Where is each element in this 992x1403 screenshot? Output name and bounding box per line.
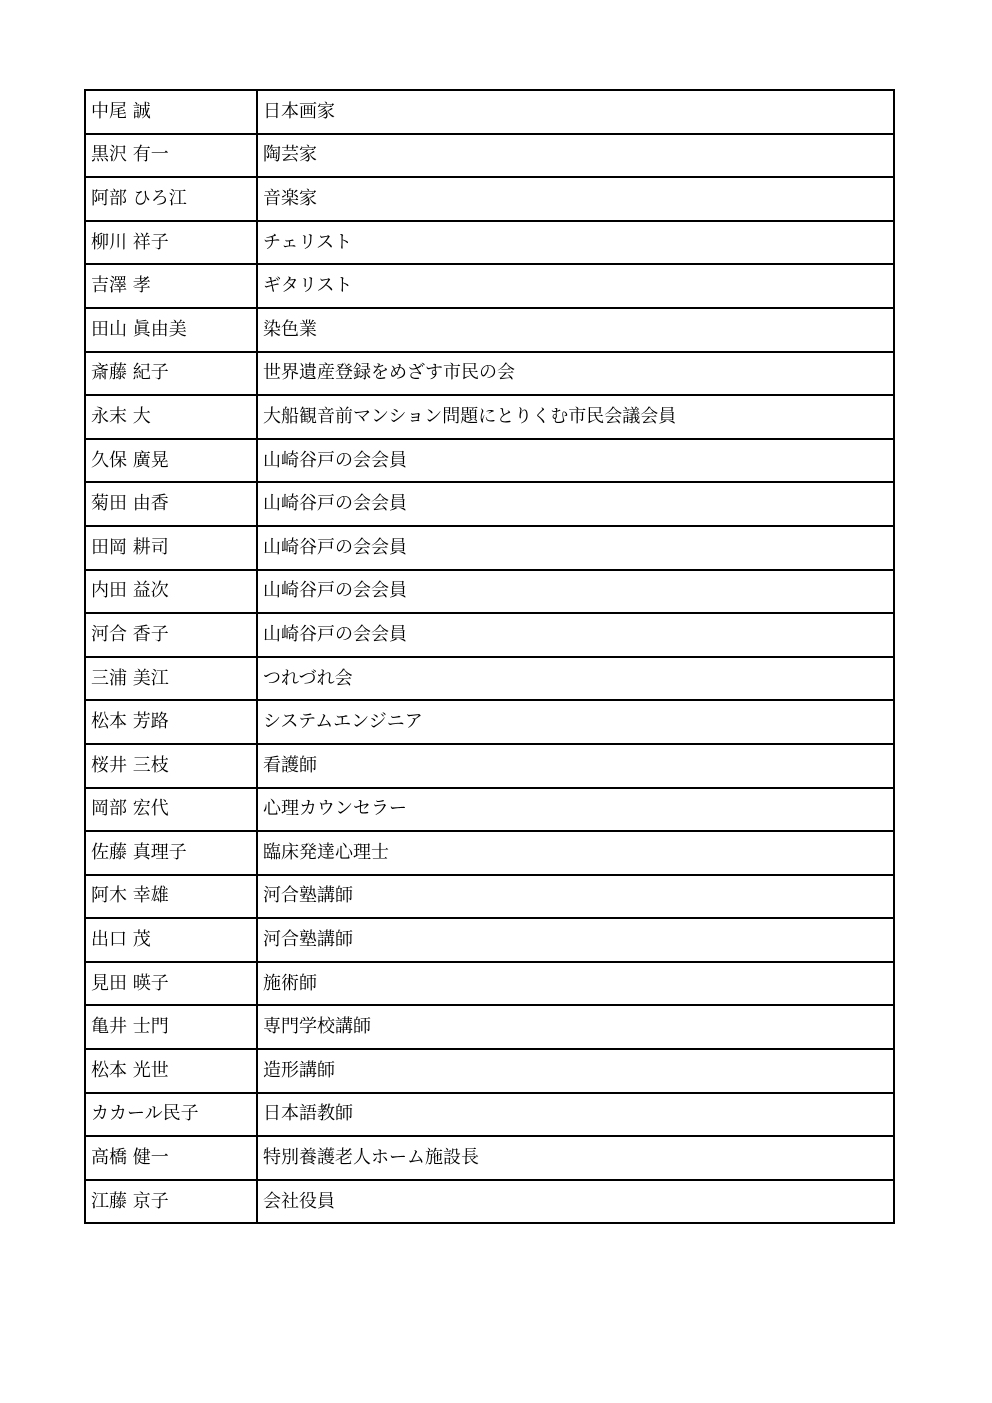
member-name-cell: 田岡 耕司	[85, 526, 257, 570]
member-role-cell: 特別養護老人ホーム施設長	[257, 1136, 894, 1180]
member-name-cell: 阿木 幸雄	[85, 875, 257, 919]
table-row	[85, 1180, 894, 1224]
member-role-cell: 陶芸家	[257, 134, 894, 178]
table-row	[85, 352, 894, 396]
table-row	[85, 700, 894, 744]
member-role-cell: 心理カウンセラー	[257, 788, 894, 832]
member-name-cell: 松本 光世	[85, 1049, 257, 1093]
member-name-cell: 阿部 ひろ江	[85, 177, 257, 221]
table-row	[85, 744, 894, 788]
table-row	[85, 90, 894, 134]
member-name-cell: 吉澤 孝	[85, 264, 257, 308]
member-name-cell: 三浦 美江	[85, 657, 257, 701]
member-role-cell: チェリスト	[257, 221, 894, 265]
table-row	[85, 613, 894, 657]
table-row	[85, 657, 894, 701]
member-role-cell: 会社役員	[257, 1180, 894, 1224]
member-role-cell: 臨床発達心理士	[257, 831, 894, 875]
member-role-cell: 造形講師	[257, 1049, 894, 1093]
member-role-cell: 音楽家	[257, 177, 894, 221]
table-row	[85, 788, 894, 832]
member-name-cell: 松本 芳路	[85, 700, 257, 744]
roster-table-body	[85, 90, 894, 1223]
member-name-cell: 中尾 誠	[85, 90, 257, 134]
member-role-cell: 施術師	[257, 962, 894, 1006]
table-row	[85, 1049, 894, 1093]
table-row	[85, 1093, 894, 1137]
table-row	[85, 526, 894, 570]
table-row	[85, 177, 894, 221]
table-row	[85, 1136, 894, 1180]
member-role-cell: 山崎谷戸の会会員	[257, 526, 894, 570]
member-role-cell: 染色業	[257, 308, 894, 352]
member-role-cell: 河合塾講師	[257, 918, 894, 962]
table-row	[85, 918, 894, 962]
member-role-cell: ギタリスト	[257, 264, 894, 308]
table-row	[85, 308, 894, 352]
table-row	[85, 221, 894, 265]
member-name-cell: 黒沢 有一	[85, 134, 257, 178]
member-role-cell: 専門学校講師	[257, 1005, 894, 1049]
member-role-cell: 山崎谷戸の会会員	[257, 613, 894, 657]
member-role-cell: 日本語教師	[257, 1093, 894, 1137]
member-name-cell: カカール民子	[85, 1093, 257, 1137]
roster-table	[84, 89, 895, 1224]
member-name-cell: 見田 暎子	[85, 962, 257, 1006]
member-name-cell: 久保 廣晃	[85, 439, 257, 483]
table-row	[85, 570, 894, 614]
member-name-cell: 亀井 士門	[85, 1005, 257, 1049]
member-role-cell: 河合塾講師	[257, 875, 894, 919]
table-row	[85, 439, 894, 483]
member-role-cell: 日本画家	[257, 90, 894, 134]
member-role-cell: 看護師	[257, 744, 894, 788]
member-role-cell: 大船観音前マンション問題にとりくむ市民会議会員	[257, 395, 894, 439]
member-name-cell: 斎藤 紀子	[85, 352, 257, 396]
member-name-cell: 永末 大	[85, 395, 257, 439]
member-name-cell: 岡部 宏代	[85, 788, 257, 832]
member-name-cell: 出口 茂	[85, 918, 257, 962]
table-row	[85, 1005, 894, 1049]
member-name-cell: 河合 香子	[85, 613, 257, 657]
member-role-cell: 山崎谷戸の会会員	[257, 482, 894, 526]
member-name-cell: 桜井 三枝	[85, 744, 257, 788]
table-row	[85, 962, 894, 1006]
member-name-cell: 高橋 健一	[85, 1136, 257, 1180]
member-name-cell: 菊田 由香	[85, 482, 257, 526]
member-name-cell: 内田 益次	[85, 570, 257, 614]
table-row	[85, 875, 894, 919]
table-row	[85, 134, 894, 178]
member-name-cell: 柳川 祥子	[85, 221, 257, 265]
member-role-cell: 山崎谷戸の会会員	[257, 439, 894, 483]
table-row	[85, 482, 894, 526]
table-row	[85, 395, 894, 439]
table-row	[85, 831, 894, 875]
member-role-cell: システムエンジニア	[257, 700, 894, 744]
member-name-cell: 田山 眞由美	[85, 308, 257, 352]
member-role-cell: 世界遺産登録をめざす市民の会	[257, 352, 894, 396]
member-role-cell: 山崎谷戸の会会員	[257, 570, 894, 614]
table-row	[85, 264, 894, 308]
member-name-cell: 佐藤 真理子	[85, 831, 257, 875]
member-name-cell: 江藤 京子	[85, 1180, 257, 1224]
member-role-cell: つれづれ会	[257, 657, 894, 701]
